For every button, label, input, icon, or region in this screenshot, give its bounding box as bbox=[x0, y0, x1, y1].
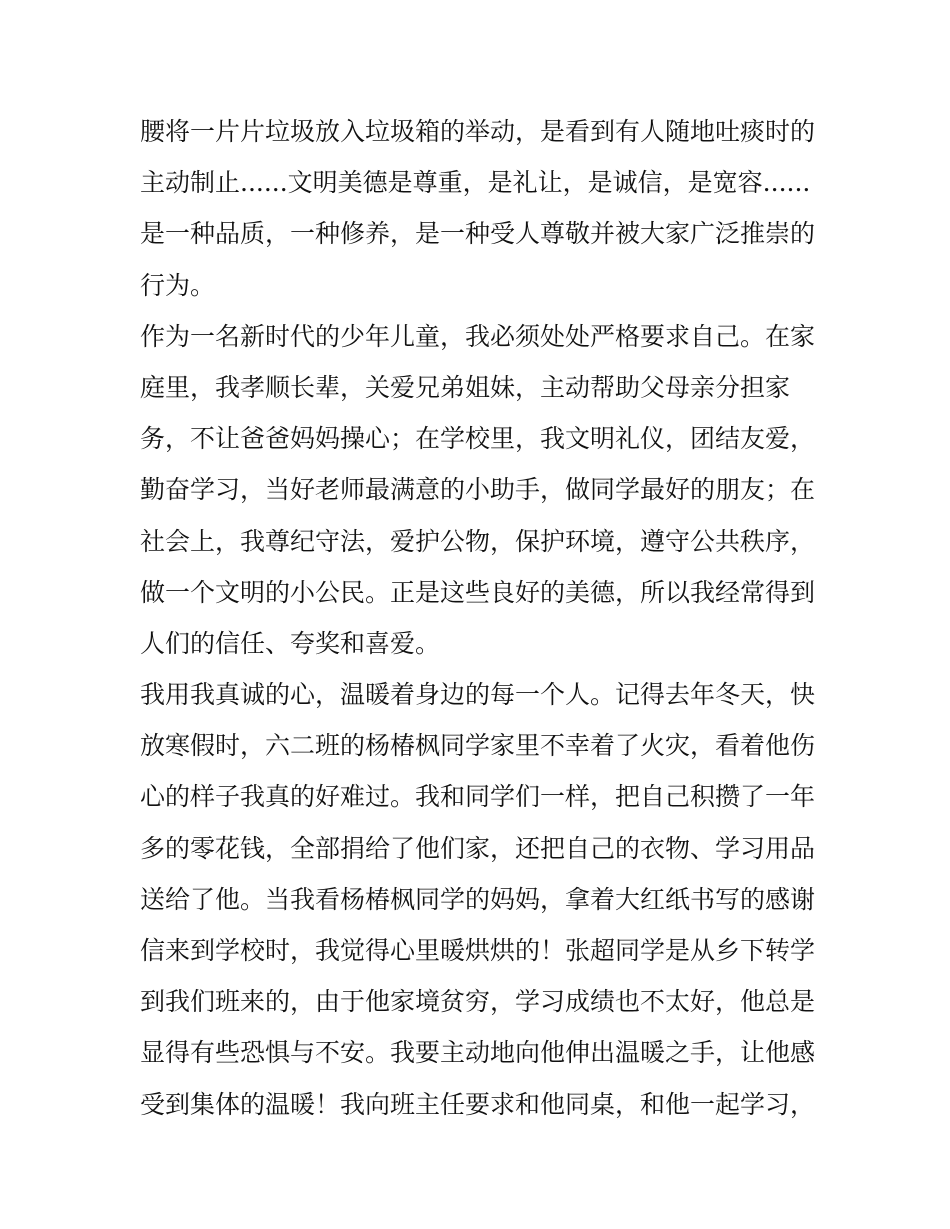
text-line: 主动制止......文明美德是尊重，是礼让，是诚信，是宽容...... bbox=[140, 168, 811, 198]
text-line: 多的零花钱，全部捐给了他们家，还把自己的衣物、学习用品 bbox=[140, 833, 816, 863]
text-line: 显得有些恐惧与不安。我要主动地向他伸出温暖之手，让他感 bbox=[140, 1038, 816, 1068]
text-line: 作为一名新时代的少年儿童，我必须处处严格要求自己。在家 bbox=[140, 321, 816, 351]
text-line: 信来到学校时，我觉得心里暖烘烘的！张超同学是从乡下转学 bbox=[140, 936, 816, 965]
text-line: 是一种品质，一种修养，是一种受人尊敬并被大家广泛推崇的 bbox=[140, 219, 816, 249]
text-line: 务，不让爸爸妈妈操心；在学校里，我文明礼仪，团结友爱， bbox=[140, 424, 816, 454]
text-line: 到我们班来的，由于他家境贫穷，学习成绩也不太好，他总是 bbox=[140, 987, 816, 1017]
text-line: 人们的信任、夸奖和喜爱。 bbox=[140, 628, 441, 658]
text-line: 送给了他。当我看杨椿枫同学的妈妈，拿着大红纸书写的感谢 bbox=[140, 884, 816, 914]
text-line: 社会上，我尊纪守法，爱护公物，保护环境，遵守公共秩序， bbox=[140, 526, 816, 556]
text-line: 勤奋学习，当好老师最满意的小助手，做同学最好的朋友；在 bbox=[140, 475, 816, 505]
text-line: 做一个文明的小公民。正是这些良好的美德，所以我经常得到 bbox=[140, 577, 816, 607]
text-line: 受到集体的温暖！我向班主任要求和他同桌，和他一起学习， bbox=[140, 1089, 816, 1119]
text-line: 放寒假时，六二班的杨椿枫同学家里不幸着了火灾，看着他伤 bbox=[140, 731, 816, 761]
body-text bbox=[140, 106, 820, 1130]
text-line: 我用我真诚的心，温暖着身边的每一个人。记得去年冬天，快 bbox=[140, 680, 816, 710]
text-line: 行为。 bbox=[140, 270, 216, 300]
text-line: 腰将一片片垃圾放入垃圾箱的举动，是看到有人随地吐痰时的 bbox=[140, 117, 816, 146]
text-line: 心的样子我真的好难过。我和同学们一样，把自己积攒了一年 bbox=[140, 782, 816, 812]
text-line: 庭里，我孝顺长辈，关爱兄弟姐妹，主动帮助父母亲分担家 bbox=[140, 372, 791, 402]
